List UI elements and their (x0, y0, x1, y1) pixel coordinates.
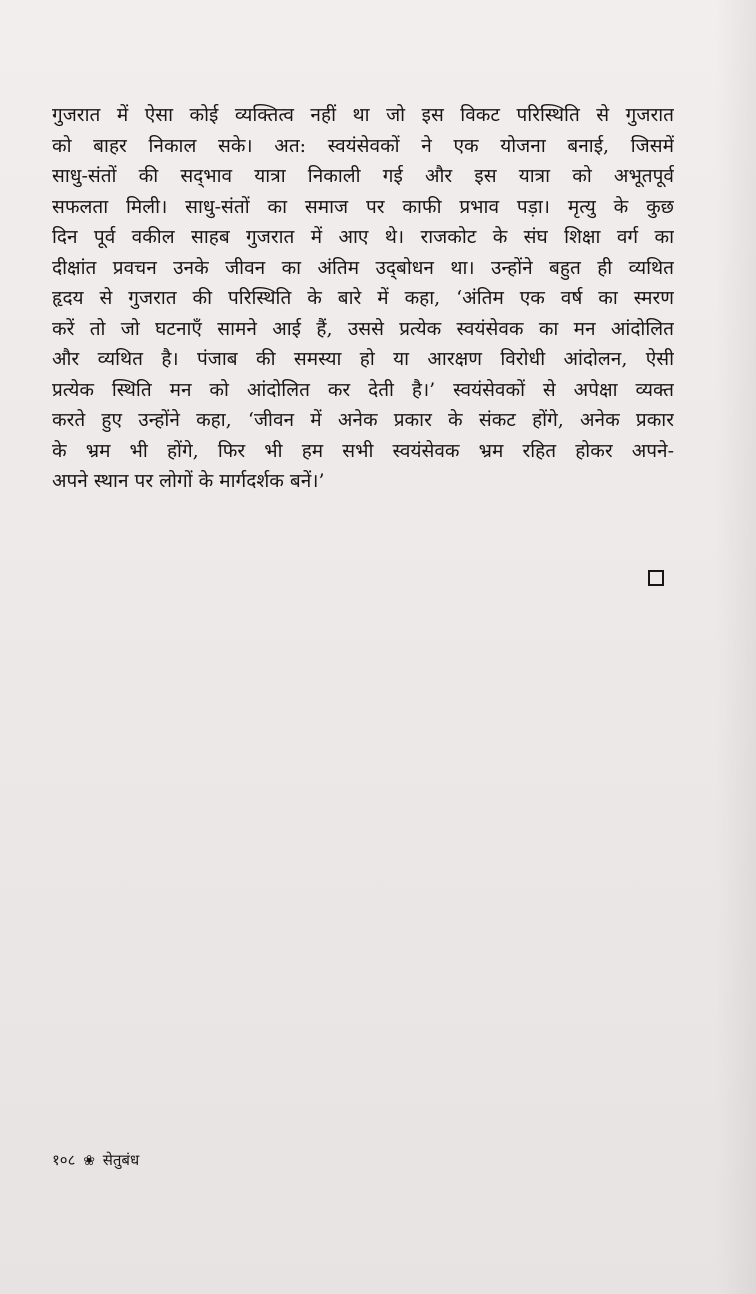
text-line: के भ्रम भी होंगे, फिर भी हम सभी स्वयंसेवक भ्रम रहित होकर अपने- (52, 439, 674, 462)
text-line: और व्यथित है। पंजाब की समस्या हो या आरक्षण विरोधी आंदोलन, ऐसी (52, 348, 674, 370)
text-line: सफलता मिली। साधु-संतों का समाज पर काफी प्रभाव पड़ा। मृत्यु के कुछ (52, 195, 674, 218)
text-line: करें तो जो घटनाएँ सामने आई हैं, उससे प्रत्येक स्वयंसेवक का मन आंदोलित (52, 317, 674, 340)
page-number: १०८ (52, 1151, 76, 1169)
text-line: अपने स्थान पर लोगों के मार्गदर्शक बनें।’ (52, 470, 325, 492)
text-line: दीक्षांत प्रवचन उनके जीवन का अंतिम उद्‍बोधन था। उन्होंने बहुत ही व्यथित (52, 256, 674, 279)
body-paragraph (52, 100, 674, 497)
text-line: साधु-संतों की सद्‍भाव यात्रा निकाली गई और इस यात्रा को अभूतपूर्व (52, 165, 674, 187)
page-footer (52, 1150, 139, 1170)
text-line: करते हुए उन्होंने कहा, ‘जीवन में अनेक प्रकार के संकट होंगे, अनेक प्रकार (52, 409, 674, 431)
text-line: प्रत्येक स्थिति मन को आंदोलित कर देती है।’ स्वयंसेवकों से अपेक्षा व्यक्त (52, 378, 674, 401)
text-line: गुजरात में ऐसा कोई व्यक्तित्व नहीं था जो इस विकट परिस्थिति से गुजरात (52, 104, 674, 126)
text-line: को बाहर निकाल सके। अत: स्वयंसेवकों ने एक योजना बनाई, जिसमें (52, 134, 674, 157)
text-line: दिन पूर्व वकील साहब गुजरात में आए थे। राजकोट के संघ शिक्षा वर्ग का (52, 226, 674, 248)
text-line: हृदय से गुजरात की परिस्थिति के बारे में कहा, ‘अंतिम एक वर्ष का स्मरण (52, 287, 674, 309)
end-of-article-square-icon (648, 570, 664, 586)
book-title: सेतुबंध (102, 1151, 140, 1169)
page-edge-shadow (716, 0, 756, 1294)
flower-ornament-icon: ❀ (83, 1153, 95, 1169)
